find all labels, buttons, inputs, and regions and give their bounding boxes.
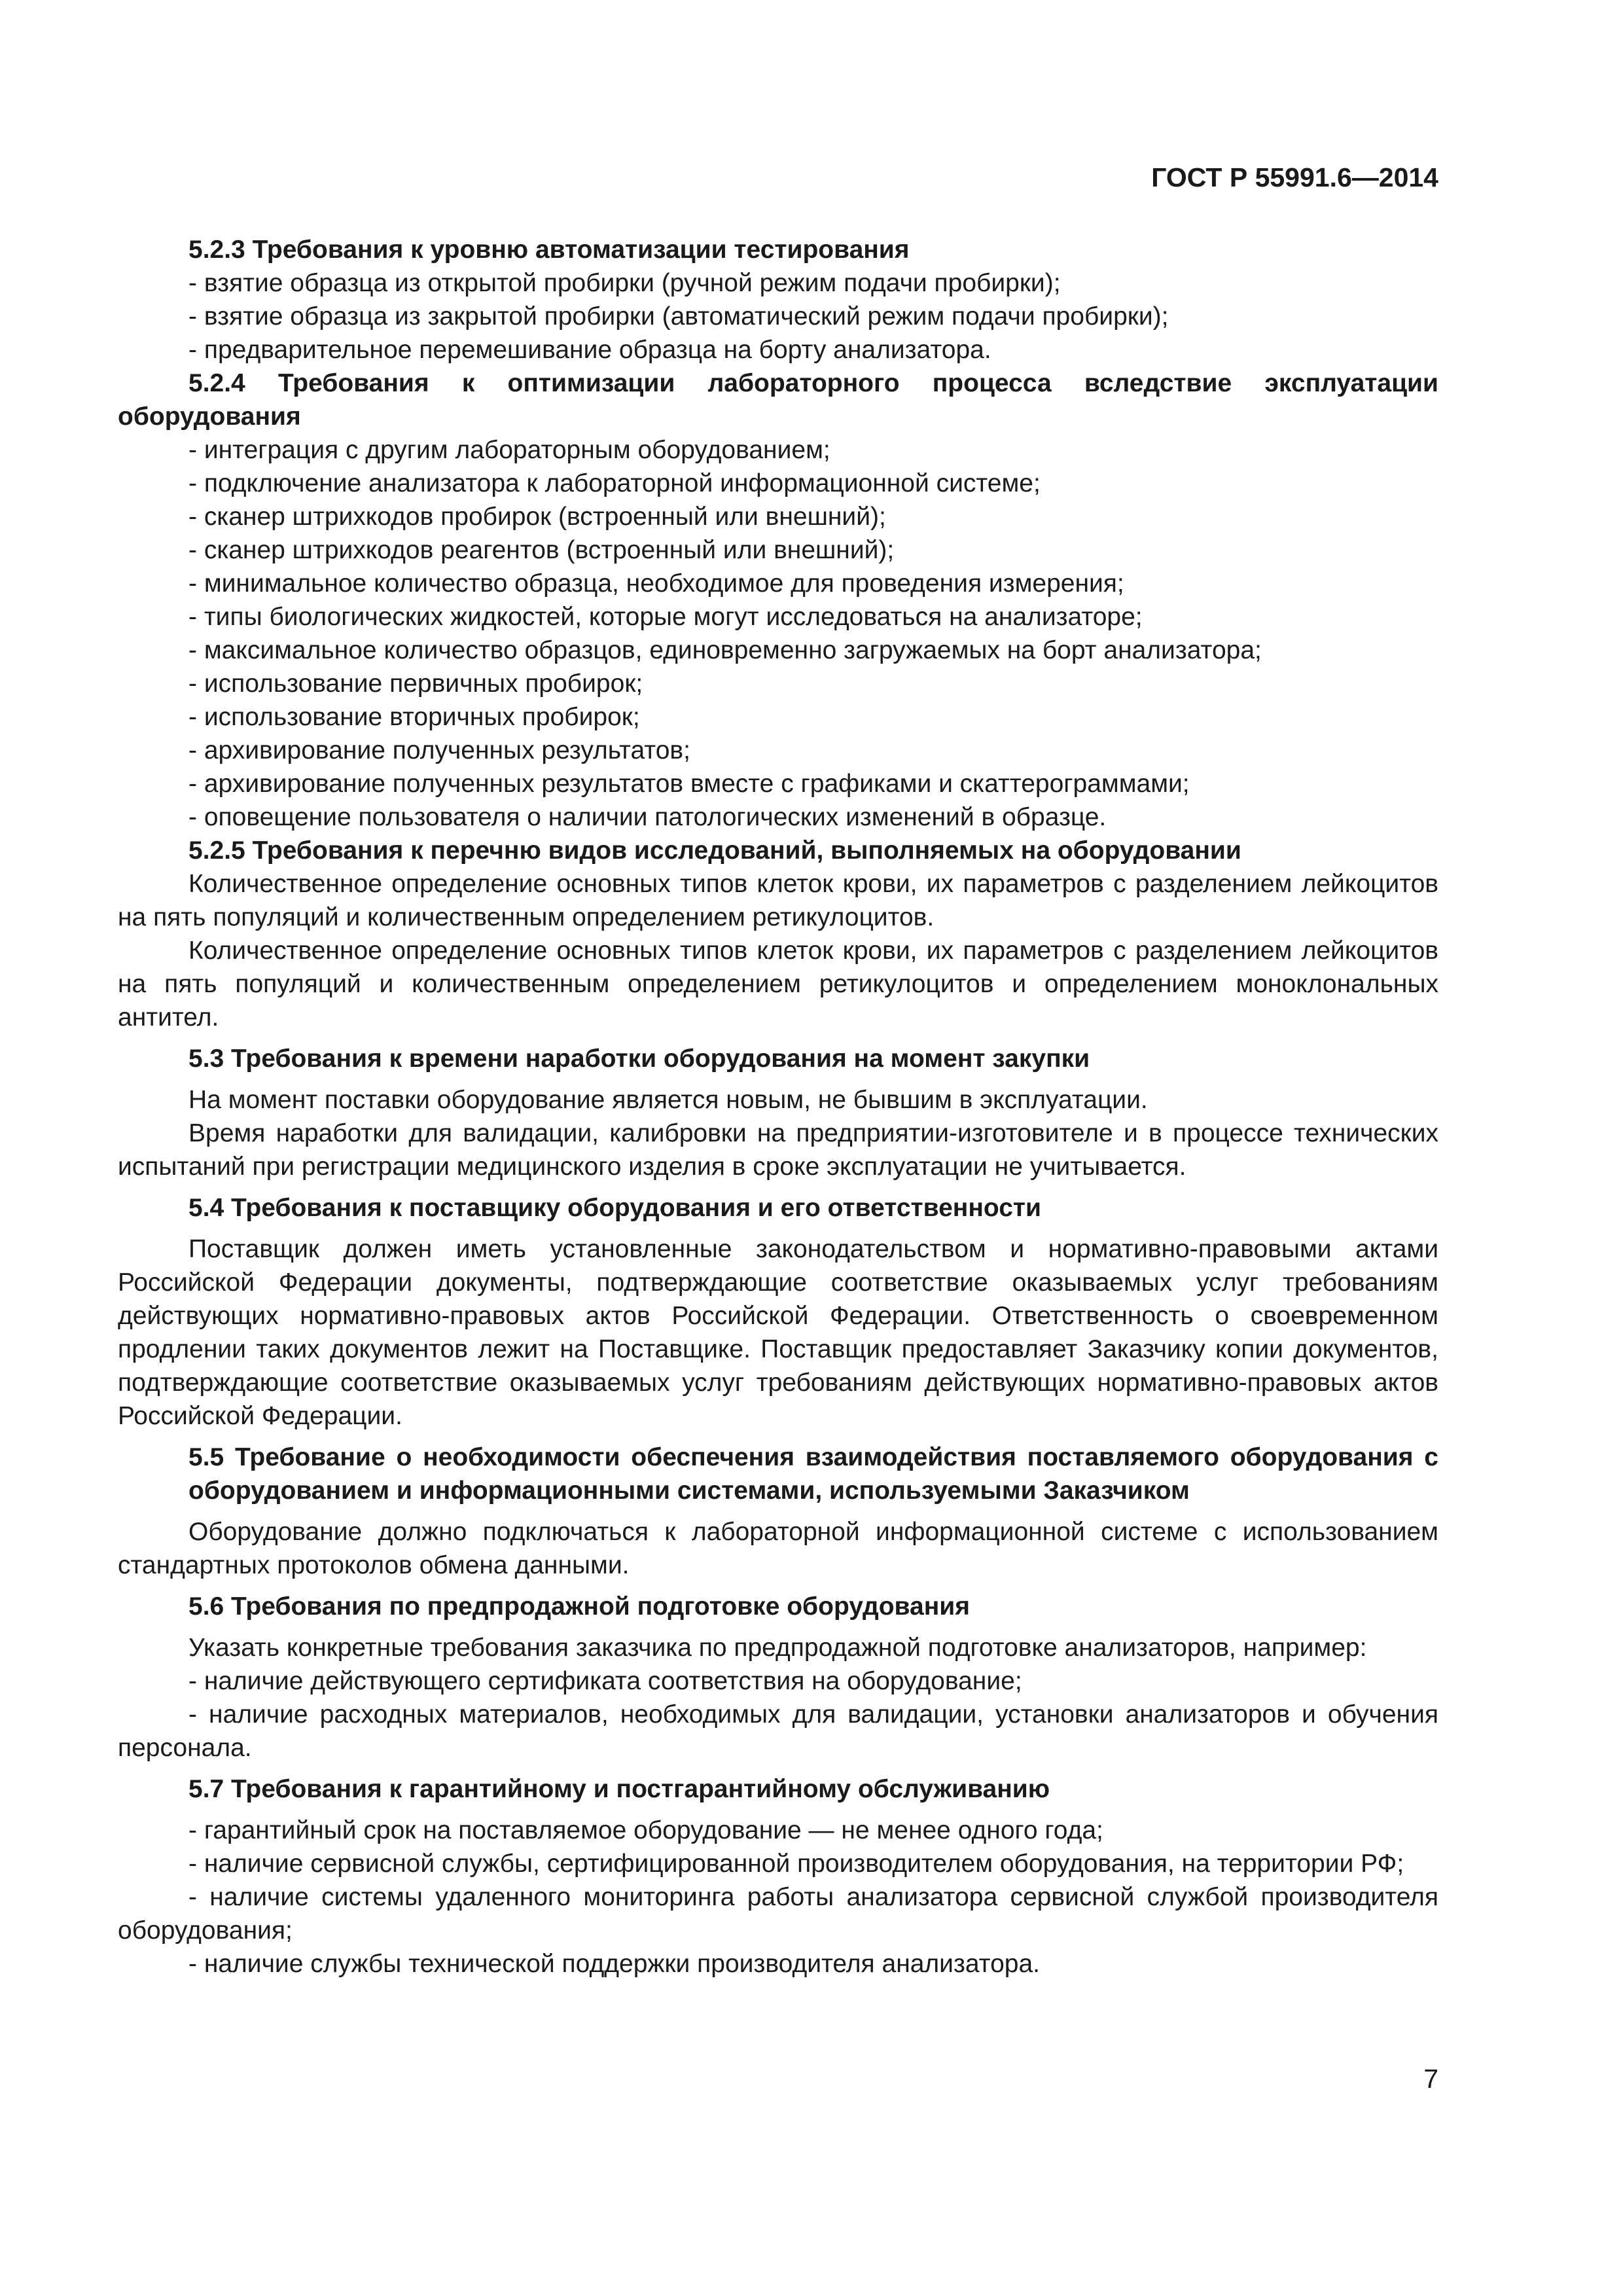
section-5-3-title: 5.3 Требования к времени наработки оборудования на момент закупки: [188, 1045, 1090, 1073]
list-item: - предварительное перемешивание образца на борту анализатора.: [188, 336, 991, 364]
list-item: - наличие системы удаленного мониторинга работы анализатора сервисной службой производителя оборудования;: [118, 1883, 1438, 1945]
list-item: - использование вторичных пробирок;: [188, 703, 640, 731]
list-item: - сканер штрихкодов пробирок (встроенный или внешний);: [188, 503, 886, 531]
list-item: - максимальное количество образцов, единовременно загружаемых на борт анализатора;: [188, 636, 1262, 664]
paragraph: На момент поставки оборудование является новым, не бывшим в эксплуатации.: [188, 1086, 1148, 1114]
section-5-2-5-title: 5.2.5 Требования к перечню видов исследований, выполняемых на оборудовании: [188, 836, 1241, 865]
list-item: - наличие службы технической поддержки производителя анализатора.: [188, 1950, 1041, 1978]
paragraph: Поставщик должен иметь установленные законодательством и нормативно-правовыми актами Российской Федерации документы, подтверждающие соответствие оказываемых услуг требованиям действующих нормативно-правовых актов Российской Федерации. Ответственность о своевременном продлении таких документов лежит на Поставщике. Поставщик предоставляет Заказчику копии документов, подтверждающие соответствие оказываемых услуг требованиям действующих нормативно-правовых актов Российской Федерации.: [118, 1235, 1438, 1430]
list-item: - архивирование полученных результатов;: [188, 736, 690, 764]
list-item: - минимальное количество образца, необходимое для проведения измерения;: [188, 569, 1124, 598]
list-item: - гарантийный срок на поставляемое оборудование — не менее одного года;: [188, 1816, 1103, 1844]
list-item: - подключение анализатора к лабораторной информационной системе;: [188, 469, 1041, 497]
list-item: - использование первичных пробирок;: [188, 670, 643, 698]
list-item: - сканер штрихкодов реагентов (встроенный или внешний);: [188, 536, 895, 564]
paragraph: Количественное определение основных типов клеток крови, их параметров с разделением лейкоцитов на пять популяций и количественным определением ретикулоцитов.: [118, 870, 1438, 931]
page-number: 7: [1423, 2064, 1438, 2094]
section-5-2-4-title: 5.2.4 Требования к оптимизации лабораторного процесса вследствие эксплуатации оборудования: [118, 369, 1438, 431]
list-item: - наличие действующего сертификата соответствия на оборудование;: [188, 1667, 1022, 1695]
list-item: - взятие образца из закрытой пробирки (автоматический режим подачи пробирки);: [188, 302, 1169, 331]
section-5-6-title: 5.6 Требования по предпродажной подготовке оборудования: [188, 1592, 970, 1621]
section-5-7-title: 5.7 Требования к гарантийному и постгарантийному обслуживанию: [188, 1775, 1050, 1803]
list-item: - типы биологических жидкостей, которые могут исследоваться на анализаторе;: [188, 603, 1143, 631]
list-item: - взятие образца из открытой пробирки (ручной режим подачи пробирки);: [188, 269, 1061, 297]
paragraph: Оборудование должно подключаться к лабораторной информационной системе с использованием стандартных протоколов обмена данными.: [118, 1518, 1438, 1579]
document-body: [118, 233, 1438, 1981]
list-item: - архивирование полученных результатов вместе с графиками и скаттерограммами;: [188, 770, 1190, 798]
section-5-4-title: 5.4 Требования к поставщику оборудования и его ответственности: [188, 1194, 1041, 1222]
paragraph: Количественное определение основных типов клеток крови, их параметров с разделением лейкоцитов на пять популяций и количественным определением ретикулоцитов и определением моноклональных антител.: [118, 937, 1438, 1031]
section-5-2-3-title: 5.2.3 Требования к уровню автоматизации тестирования: [188, 236, 910, 264]
list-item: - оповещение пользователя о наличии патологических изменений в образце.: [188, 803, 1107, 831]
paragraph: Указать конкретные требования заказчика по предпродажной подготовке анализаторов, например:: [188, 1634, 1367, 1662]
section-5-5-title: 5.5 Требование о необходимости обеспечения взаимодействия поставляемого оборудования с оборудованием и информационными системами, используемыми Заказчиком: [188, 1443, 1438, 1505]
list-item: - наличие сервисной службы, сертифицированной производителем оборудования, на территории РФ;: [188, 1850, 1404, 1878]
list-item: - наличие расходных материалов, необходимых для валидации, установки анализаторов и обучения персонала.: [118, 1700, 1438, 1762]
document-header: ГОСТ Р 55991.6—2014: [1151, 162, 1438, 192]
list-item: - интеграция с другим лабораторным оборудованием;: [188, 436, 830, 464]
paragraph: Время наработки для валидации, калибровки на предприятии-изготовителе и в процессе технических испытаний при регистрации медицинского изделия в сроке эксплуатации не учитывается.: [118, 1119, 1438, 1181]
